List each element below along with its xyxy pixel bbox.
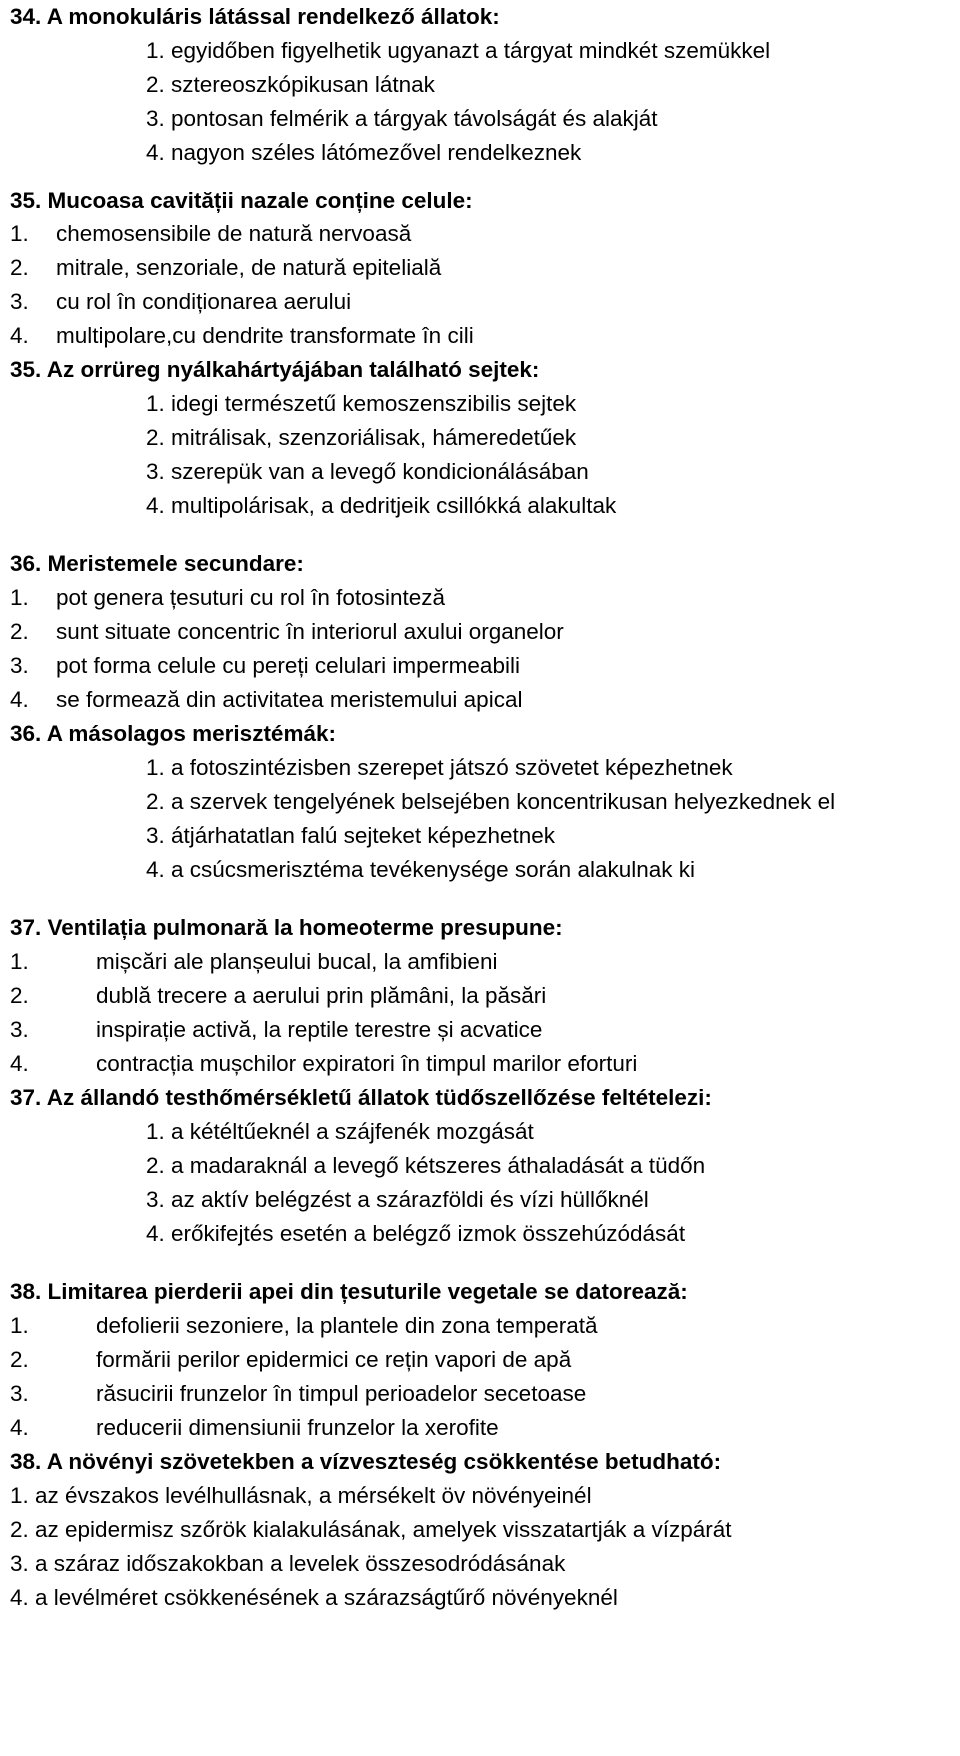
answer-text: mitrale, senzoriale, de natură epitelială: [56, 255, 442, 280]
answer-item: 1. idegi természetű kemoszenszibilis sejtek: [146, 391, 577, 416]
answer-text: contracția mușchilor expiratori în timpul marilor eforturi: [96, 1051, 638, 1076]
answer-item: [0, 321, 960, 351]
answer-text: pot forma celule cu pereți celulari impermeabili: [56, 653, 520, 678]
answer-item: 1. az évszakos levélhullásnak, a mérsékelt öv növényeinél: [10, 1483, 592, 1508]
answer-item: [0, 617, 960, 647]
answer-number: 2.: [10, 983, 29, 1008]
question-title: 34. A monokuláris látással rendelkező állatok:: [10, 4, 500, 29]
answer-number: 4.: [10, 1415, 29, 1440]
answer-number: 3.: [10, 1017, 29, 1042]
answer-item: 4. a csúcsmerisztéma tevékenysége során alakulnak ki: [146, 857, 696, 882]
answer-text: cu rol în condiționarea aerului: [56, 289, 352, 314]
answer-number: 2.: [10, 255, 29, 280]
question-title: 36. A másolagos merisztémák:: [10, 721, 336, 746]
answer-number: 1.: [10, 585, 29, 610]
answer-item: [0, 947, 960, 977]
answer-item: [0, 981, 960, 1011]
answer-item: 2. sztereoszkópikusan látnak: [146, 72, 435, 97]
answer-text: inspirație activă, la reptile terestre și acvatice: [96, 1017, 543, 1042]
answer-item: [0, 651, 960, 681]
answer-text: mișcări ale planșeului bucal, la amfibieni: [96, 949, 498, 974]
answer-item: 4. erőkifejtés esetén a belégző izmok összehúzódását: [146, 1221, 686, 1246]
answer-item: [0, 1345, 960, 1375]
answer-text: chemosensibile de natură nervoasă: [56, 221, 412, 246]
answer-item: [0, 583, 960, 613]
answer-item: 2. mitrálisak, szenzoriálisak, hámeredetűek: [146, 425, 577, 450]
answer-number: 3.: [10, 653, 29, 678]
answer-item: [0, 287, 960, 317]
question-title: 38. Limitarea pierderii apei din țesuturile vegetale se datorează:: [10, 1279, 688, 1304]
answer-item: [0, 1413, 960, 1443]
answer-item: [0, 1311, 960, 1341]
answer-item: 1. egyidőben figyelhetik ugyanazt a tárgyat mindkét szemükkel: [146, 38, 771, 63]
answer-item: 3. az aktív belégzést a szárazföldi és vízi hüllőknél: [146, 1187, 649, 1212]
answer-text: sunt situate concentric în interiorul axului organelor: [56, 619, 564, 644]
answer-number: 4.: [10, 687, 29, 712]
question-title: 37. Ventilația pulmonară la homeoterme presupune:: [10, 915, 563, 940]
answer-text: reducerii dimensiunii frunzelor la xerofite: [96, 1415, 499, 1440]
question-title: 35. Mucoasa cavității nazale conține celule:: [10, 188, 473, 213]
answer-text: pot genera țesuturi cu rol în fotosinteză: [56, 585, 445, 610]
answer-number: 4.: [10, 323, 29, 348]
answer-item: [0, 1049, 960, 1079]
answer-number: 2.: [10, 1347, 29, 1372]
answer-item: 2. a szervek tengelyének belsejében koncentrikusan helyezkednek el: [146, 789, 836, 814]
answer-item: 3. átjárhatatlan falú sejteket képezhetnek: [146, 823, 556, 848]
answer-number: 4.: [10, 1051, 29, 1076]
answer-text: răsucirii frunzelor în timpul perioadelor secetoase: [96, 1381, 587, 1406]
answer-number: 1.: [10, 221, 29, 246]
answer-number: 3.: [10, 1381, 29, 1406]
answer-number: 3.: [10, 289, 29, 314]
answer-item: 3. szerepük van a levegő kondicionálásában: [146, 459, 589, 484]
answer-item: [0, 1015, 960, 1045]
question-title: 38. A növényi szövetekben a vízveszteség csökkentése betudható:: [10, 1449, 722, 1474]
answer-item: 3. a száraz időszakokban a levelek összesodródásának: [10, 1551, 566, 1576]
answer-item: [0, 685, 960, 715]
answer-text: defolierii sezoniere, la plantele din zona temperată: [96, 1313, 598, 1338]
answer-item: 2. a madaraknál a levegő kétszeres áthaladását a tüdőn: [146, 1153, 706, 1178]
answer-item: 4. multipolárisak, a dedritjeik csillókká alakultak: [146, 493, 617, 518]
answer-text: formării perilor epidermici ce rețin vapori de apă: [96, 1347, 572, 1372]
answer-item: 2. az epidermisz szőrök kialakulásának, amelyek visszatartják a vízpárát: [10, 1517, 732, 1542]
answer-item: 4. nagyon széles látómezővel rendelkeznek: [146, 140, 582, 165]
answer-text: dublă trecere a aerului prin plămâni, la păsări: [96, 983, 547, 1008]
answer-text: se formează din activitatea meristemului apical: [56, 687, 523, 712]
answer-item: 3. pontosan felmérik a tárgyak távolságát és alakját: [146, 106, 658, 131]
answer-text: multipolare,cu dendrite transformate în cili: [56, 323, 474, 348]
answer-number: 2.: [10, 619, 29, 644]
answer-number: 1.: [10, 1313, 29, 1338]
answer-item: [0, 1379, 960, 1409]
question-title: 35. Az orrüreg nyálkahártyájában található sejtek:: [10, 357, 540, 382]
answer-number: 1.: [10, 949, 29, 974]
answer-item: [0, 219, 960, 249]
question-title: 37. Az állandó testhőmérsékletű állatok tüdőszellőzése feltételezi:: [10, 1085, 712, 1110]
question-title: 36. Meristemele secundare:: [10, 551, 304, 576]
answer-item: [0, 253, 960, 283]
answer-item: 1. a kétéltűeknél a szájfenék mozgását: [146, 1119, 534, 1144]
answer-item: 1. a fotoszintézisben szerepet játszó szövetet képezhetnek: [146, 755, 733, 780]
answer-item: 4. a levélméret csökkenésének a szárazságtűrő növényeknél: [10, 1585, 618, 1610]
